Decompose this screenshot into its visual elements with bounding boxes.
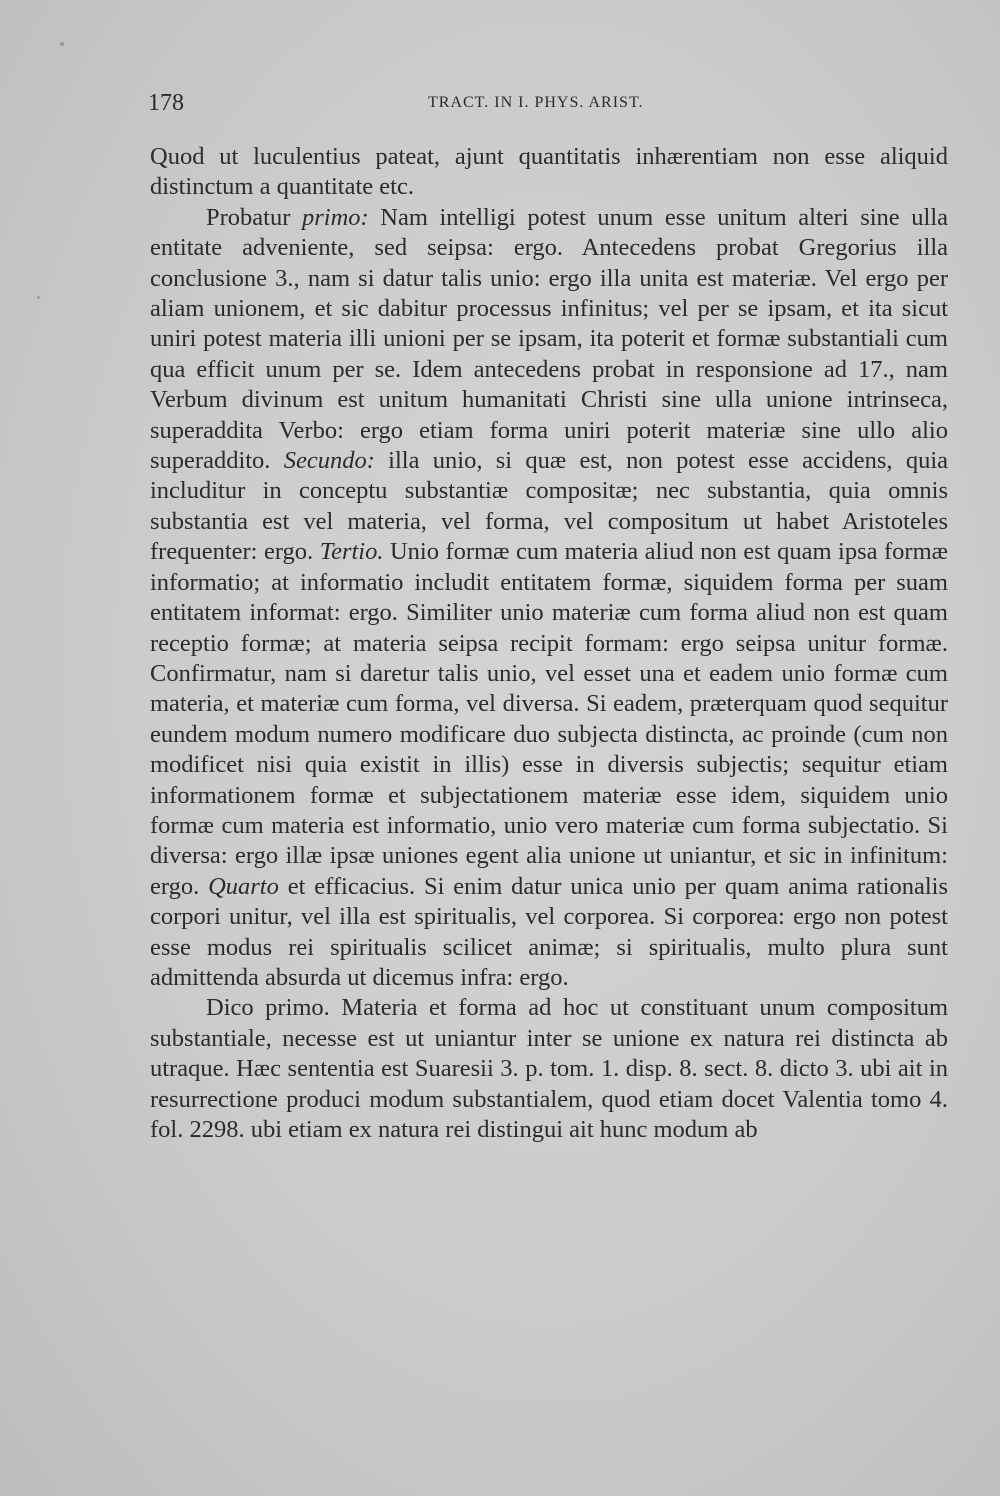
text-segment: Probatur [206, 203, 302, 231]
page-number: 178 [148, 90, 184, 116]
paper-speck [37, 296, 40, 299]
italic-text: Quarto [208, 872, 279, 900]
italic-text: Tertio. [319, 538, 384, 566]
text-segment: illa unio, si quæ est, non potest esse accidens, quia includitur in conceptu substantiæ compositæ; nec substantia, quia omnis substantia est vel materia, vel forma, vel compositum ut habet Aristoteles frequenter: ergo. [150, 447, 948, 566]
text-segment: Nam intelligi potest unum esse unitum alteri sine ulla entitate adveniente, sed seipsa: ergo. Antecedens probat Gregorius illa conclusione 3., nam si datur talis unio: ergo illa unita est materiæ. Vel ergo per aliam unionem, et sic dabitur processus infinitus; vel per se ipsam, et ita sicut uniri potest materia illi unioni per se ipsam, ita poterit et formæ substantiali cum qua efficit unum per se. Idem antecedens probat in responsione ad 17., nam Verbum divinum est unitum humanitati Christi sine ulla unione intrinseca, superaddita Verbo: ergo etiam forma uniri poterit materiæ sine ullo alio superaddito. [150, 203, 948, 475]
running-head: TRACT. IN I. PHYS. ARIST. [428, 94, 644, 111]
paragraph [150, 203, 948, 994]
text-segment: Quod ut luculentius pateat, ajunt quantitatis inhærentiam non esse aliquid distinctum a quantitate etc. [150, 143, 948, 201]
paragraph [150, 142, 948, 203]
text-segment: Unio formæ cum materia aliud non est quam ipsa formæ informatio; at informatio includit entitatem formæ, siquidem forma per suam entitatem informat: ergo. Similiter unio materiæ cum forma aliud non est quam receptio formæ; at materia seipsa recipit formam: ergo seipsa unitur formæ. Confirmatur, nam si daretur talis unio, vel esset una et eadem unio formæ cum materia, et materiæ cum forma, vel diversa. Si eadem, præterquam quod sequitur eundem modum numero modificare duo subjecta distincta, ac proinde (cum non modificet nisi quia existit in illis) esse in diversis subjectis; sequitur etiam informationem formæ et subjectationem materiæ esse idem, siquidem unio formæ cum materia est informatio, unio vero materiæ cum forma subjectatio. Si diversa: ergo illæ ipsæ uniones egent alia unione ut uniantur, et sic in infinitum: ergo. [150, 538, 948, 900]
italic-text: primo: [301, 203, 369, 231]
page-header [148, 90, 948, 120]
paper-speck [60, 42, 64, 46]
italic-text: Secundo: [283, 447, 375, 475]
body-text [150, 142, 948, 1145]
text-segment: et efficacius. Si enim datur unica unio per quam anima rationalis corpori unitur, vel illa est spiritualis, vel corporea. Si corporea: ergo non potest esse modus rei spiritualis scilicet animæ; si spiritualis, multo plura sunt admittenda absurda ut dicemus infra: ergo. [150, 872, 948, 991]
paragraph [150, 993, 948, 1145]
text-segment: Dico primo. Materia et forma ad hoc ut constituant unum compositum substantiale, necesse est ut uniantur inter se unione ex natura rei distincta ab utraque. Hæc sententia est Suaresii 3. p. tom. 1. disp. 8. sect. 8. dicto 3. ubi ait in resurrectione produci modum substantialem, quod etiam docet Valentia tomo 4. fol. 2298. ubi etiam ex natura rei distingui ait hunc modum ab [150, 994, 948, 1143]
